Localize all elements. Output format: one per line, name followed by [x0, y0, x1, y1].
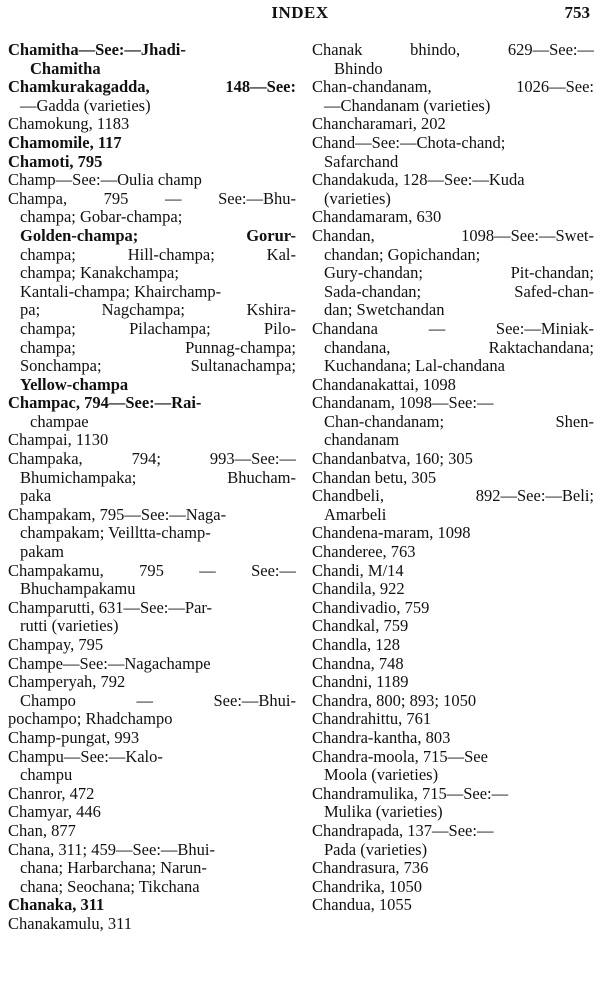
index-entry [8, 729, 296, 748]
index-entry-line: Chanak bhindo, 629—See:— [312, 41, 594, 59]
index-entry-line: Champe—See:—Nagachampe [8, 654, 211, 673]
index-entry-line: Chanderee, 763 [312, 543, 416, 562]
index-entry-line: Moola (varieties) [324, 766, 439, 785]
index-entry-line: Chand—See:—Chota-chand; [312, 133, 506, 152]
index-entry-line: Chandana — See:—Miniak- [312, 319, 594, 338]
index-entry-line: —Gadda (varieties) [20, 96, 151, 115]
index-entry [312, 469, 594, 488]
index-entry [312, 543, 594, 562]
index-column-left [8, 41, 296, 934]
index-entry [8, 78, 296, 115]
index-entry-line: Champakamu, 795 — See:— [8, 561, 296, 580]
page-number: 753 [564, 3, 590, 22]
index-entry-line: Chancharamari, 202 [312, 115, 446, 134]
index-entry-line: Chan-chandanam; Shen- [324, 412, 594, 431]
index-entry [8, 748, 296, 785]
index-entry-line: Chanror, 472 [8, 784, 95, 803]
index-entry-line: champa; Hill-champa; Kal- [20, 245, 296, 264]
index-entry-line: Champarutti, 631—See:—Par- [8, 598, 213, 617]
index-entry [312, 227, 594, 320]
index-entry-line: champa; Pilachampa; Pilo- [20, 319, 296, 338]
index-entry-line: Chamitha [30, 59, 101, 78]
index-entry-line: Champac, 794—See:—Rai- [8, 394, 202, 413]
index-entry [312, 748, 594, 785]
index-entry [8, 506, 296, 562]
index-entry [8, 41, 296, 78]
page-header [0, 3, 600, 25]
index-entry-line: Chandamaram, 630 [312, 208, 442, 227]
index-entry [312, 655, 594, 674]
index-entry-line: Sada-chandan; Safed-chan- [324, 282, 594, 301]
index-column-right [312, 41, 594, 915]
index-entry [8, 636, 296, 655]
index-entry-line: Chandna, 748 [312, 654, 404, 673]
index-entry-line: Champakam, 795—See:—Naga- [8, 505, 227, 524]
index-entry-line: Chandakuda, 128—See:—Kuda [312, 171, 525, 190]
index-entry [8, 692, 296, 729]
index-entry [312, 524, 594, 543]
index-entry-line: Chan-chandanam, 1026—See: [312, 78, 594, 97]
index-entry-line: rutti (varieties) [20, 617, 119, 636]
index-entry [312, 320, 594, 376]
index-entry [312, 208, 594, 227]
index-entry-line: pa; Nagchampa; Kshira- [20, 301, 296, 320]
index-entry-line: Chandi, M/14 [312, 561, 404, 580]
index-entry [312, 171, 594, 208]
index-entry [8, 431, 296, 450]
index-entry-line: chandanam [324, 431, 400, 450]
index-entry-line: Chandra-kantha, 803 [312, 728, 451, 747]
index-entry-line: champa; Kanakchampa; [20, 264, 179, 283]
index-entry-line: Chandanbatva, 160; 305 [312, 450, 473, 469]
index-entry-line: chandan; Gopichandan; [324, 245, 481, 264]
index-entry [312, 562, 594, 581]
index-entry-line: champu [20, 766, 73, 785]
index-entry-line: champa; Gobar-champa; [20, 208, 183, 227]
index-entry-line: Mulika (varieties) [324, 803, 443, 822]
index-entry [312, 896, 594, 915]
index-entry-line: Kantali-champa; Khairchamp- [20, 282, 222, 301]
index-entry-line: champakam; Veilltta-champ- [20, 524, 211, 543]
index-entry-line: champa; Punnag-champa; [20, 338, 296, 357]
index-entry [312, 376, 594, 395]
index-entry-line: Champo — See:—Bhui- [20, 691, 296, 710]
index-entry-line: paka [20, 487, 52, 506]
index-entry-line: Chana, 311; 459—See:—Bhui- [8, 840, 215, 859]
index-entry-line: Golden-champa; Gorur- [20, 226, 296, 245]
index-entry-line: Chandkal, 759 [312, 617, 409, 636]
header-title: INDEX [271, 3, 329, 22]
index-entry-line: Safarchand [324, 152, 399, 171]
index-entry [8, 841, 296, 897]
index-entry [8, 115, 296, 134]
index-entry-line: (varieties) [324, 189, 391, 208]
index-entry [312, 710, 594, 729]
index-entry [312, 134, 594, 171]
index-entry-line: Chandla, 128 [312, 636, 400, 654]
index-entry [312, 636, 594, 655]
index-entry-line: Chandrapada, 137—See:— [312, 821, 494, 840]
index-entry-line: Chanakamulu, 311 [8, 914, 133, 933]
index-entry-line: Chamkurakagadda, 148—See: [8, 78, 296, 97]
index-entry-line: dan; Swetchandan [324, 301, 445, 320]
index-entry-line: Pada (varieties) [324, 840, 428, 859]
index-entry-line: Chandrasura, 736 [312, 859, 429, 878]
index-entry [312, 859, 594, 878]
index-entry [8, 599, 296, 636]
index-entry-line: Chandivadio, 759 [312, 598, 430, 617]
index-entry [312, 580, 594, 599]
index-entry-line: Amarbeli [324, 505, 387, 524]
index-entry-line: Bhuchampakamu [20, 580, 136, 599]
index-entry-line: Kuchandana; Lal-chandana [324, 357, 505, 376]
index-entry-line: chana; Harbarchana; Narun- [20, 859, 207, 878]
index-entry [8, 394, 296, 431]
index-entry-line: Champa, 795 — See:—Bhu- [8, 189, 296, 208]
index-entry [312, 673, 594, 692]
index-entry [312, 599, 594, 618]
index-entry [312, 115, 594, 134]
index-entry-line: Chandni, 1189 [312, 673, 409, 692]
index-entry [312, 78, 594, 115]
index-entry-line: Chandan betu, 305 [312, 468, 437, 487]
index-entry-line: Chandramulika, 715—See:— [312, 784, 509, 803]
index-entry [8, 190, 296, 395]
index-entry [8, 785, 296, 804]
index-entry-line: champae [30, 412, 89, 431]
index-entry-line: Sonchampa; Sultanachampa; [20, 357, 296, 376]
index-entry-line: Chandra-moola, 715—See [312, 747, 488, 766]
index-entry-line: Chandila, 922 [312, 580, 405, 599]
index-entry-line: Chandbeli, 892—See:—Beli; [312, 487, 594, 506]
index-entry [312, 822, 594, 859]
index-entry-line: Yellow-champa [20, 375, 129, 394]
index-entry [8, 655, 296, 674]
index-entry-line: —Chandanam (varieties) [324, 96, 491, 115]
index-entry-line: Bhumichampaka; Bhucham- [20, 468, 296, 487]
index-entry-line: pakam [20, 543, 64, 562]
index-entry [312, 450, 594, 469]
index-entry-line: Champ-pungat, 993 [8, 728, 140, 747]
index-entry [8, 673, 296, 692]
index-entry [312, 394, 594, 450]
index-entry [8, 153, 296, 172]
index-entry [8, 171, 296, 190]
index-entry-line: Champ—See:—Oulia champ [8, 171, 202, 190]
index-entry-line: Chamyar, 446 [8, 803, 101, 822]
index-entry-line: Champay, 795 [8, 636, 104, 654]
index-entry [312, 878, 594, 897]
index-entry [8, 915, 296, 934]
index-entry-line: chandana, Raktachandana; [324, 338, 594, 357]
index-entry-line: Chandra, 800; 893; 1050 [312, 691, 477, 710]
index-entry-line: chana; Seochana; Tikchana [20, 877, 200, 896]
index-entry [312, 41, 594, 78]
index-entry [8, 562, 296, 599]
index-entry-line: Chandrika, 1050 [312, 877, 422, 896]
index-entry [312, 729, 594, 748]
index-entry [312, 617, 594, 636]
index-entry [8, 450, 296, 506]
index-entry-line: Chamokung, 1183 [8, 115, 130, 134]
index-entry [312, 487, 594, 524]
index-entry [312, 785, 594, 822]
index-entry-line: Chamoti, 795 [8, 152, 103, 171]
index-entry-line: Champu—See:—Kalo- [8, 747, 163, 766]
index-entry [8, 803, 296, 822]
index-entry-line: Chandrahittu, 761 [312, 710, 432, 729]
index-entry-line: Chandena-maram, 1098 [312, 524, 471, 543]
index-entry [8, 134, 296, 153]
index-entry-line: pochampo; Rhadchampo [8, 710, 173, 729]
index-entry-line: Chamomile, 117 [8, 133, 122, 152]
index-entry-line: Chandan, 1098—See:—Swet- [312, 226, 594, 245]
index-entry-line: Gury-chandan; Pit-chandan; [324, 264, 594, 283]
index-entry-line: Chandanakattai, 1098 [312, 375, 456, 394]
index-entry-line: Chandanam, 1098—See:— [312, 394, 494, 413]
index-entry-line: Chanaka, 311 [8, 896, 105, 915]
index-entry [8, 822, 296, 841]
index-entry-line: Champaka, 794; 993—See:— [8, 450, 296, 469]
index-entry-line: Chan, 877 [8, 821, 76, 840]
index-entry-line: Chandua, 1055 [312, 896, 412, 915]
index-entry-line: Bhindo [334, 59, 383, 78]
index-entry [312, 692, 594, 711]
index-entry-line: Chamitha—See:—Jhadi- [8, 41, 186, 59]
index-entry [8, 896, 296, 915]
index-entry-line: Champai, 1130 [8, 431, 109, 450]
index-entry-line: Champeryah, 792 [8, 673, 126, 692]
